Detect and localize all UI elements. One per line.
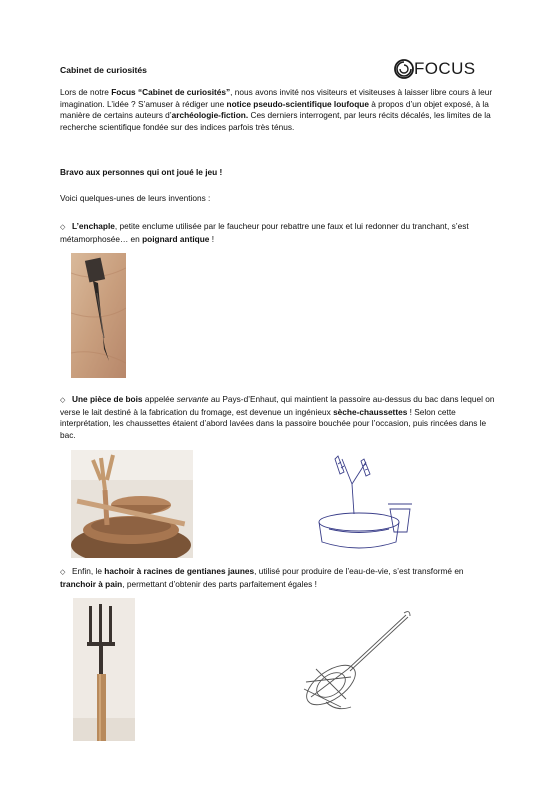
servante-drawing	[314, 454, 420, 554]
enchaple-photo	[71, 253, 126, 378]
diamond-bullet-icon: ◇	[60, 224, 66, 231]
item-text: ! Selon cette interprétation, les chaussettes étaient d’abord lavées dans la passoire bouchée pour l’occasion, puis rincées dans le bac.	[60, 406, 487, 440]
intro-bold: notice pseudo-scientifique loufoque	[226, 98, 369, 109]
focus-swirl-icon	[393, 58, 415, 80]
hachoir-photo	[73, 598, 135, 741]
list-item	[60, 394, 500, 441]
intro-text: , nous avons invité nos visiteurs et visiteuses à laisser libre cours à leur imagination. L’idée ? S’amuser à rédiger une	[60, 87, 493, 109]
item-bold: sèche-chaussettes	[333, 406, 408, 417]
item-text: appelée	[142, 394, 177, 404]
intro-text: à propos d’un objet exposé, à la manière de certains auteurs d’	[60, 98, 489, 121]
item-bold: poignard antique	[142, 233, 210, 244]
hachoir-drawing	[296, 607, 421, 719]
intro-bold: Focus “Cabinet de curiosités”	[111, 87, 231, 97]
item-text: , petite enclume utilisée par le faucheur pour rebattre une faux et lui redonner du tranchant, s’est métamorphosée… en	[60, 221, 469, 244]
list-item	[60, 221, 500, 245]
list-item	[60, 566, 500, 590]
item-text: , utilisé pour produire de l’eau-de-vie, s’est transformé en	[254, 566, 464, 576]
intro-paragraph	[60, 87, 500, 133]
bravo-line	[60, 167, 500, 179]
item-italic: servante	[176, 394, 209, 404]
item-text: au Pays-d’Enhaut, qui maintient la passoire au-dessus du bac dans lequel on verse le lait destiné à la fabrication du fromage, est devenue un ingénieux	[60, 394, 495, 417]
focus-logo	[393, 58, 493, 80]
intro-bold: archéologie-fiction.	[171, 110, 249, 121]
logo-text: FOCUS	[414, 59, 476, 78]
item-bold: hachoir à racines de gentianes jaunes	[104, 566, 255, 576]
item-text: !	[209, 233, 215, 244]
intro-text: Ces derniers interrogent, par leurs récits décalés, les limites de la recherche scientifique fondée sur des indices parfois très ténus.	[60, 110, 491, 132]
item-bold: tranchoir à pain	[60, 578, 123, 589]
item-text: , permettant d’obtenir des parts parfaitement égales !	[122, 578, 317, 589]
item-bold: Une pièce de bois	[72, 394, 143, 404]
diamond-bullet-icon: ◇	[60, 569, 66, 576]
intro-text: Lors de notre	[60, 87, 112, 97]
bravo-text: Bravo aux personnes qui ont joué le jeu !	[60, 167, 223, 177]
voici-line: Voici quelques-unes de leurs inventions :	[60, 193, 211, 203]
page-title: Cabinet de curiosités	[60, 65, 147, 75]
servante-photo	[71, 450, 193, 558]
item-bold: L’enchaple	[72, 221, 115, 231]
diamond-bullet-icon: ◇	[60, 397, 66, 404]
item-text: Enfin, le	[72, 566, 105, 576]
